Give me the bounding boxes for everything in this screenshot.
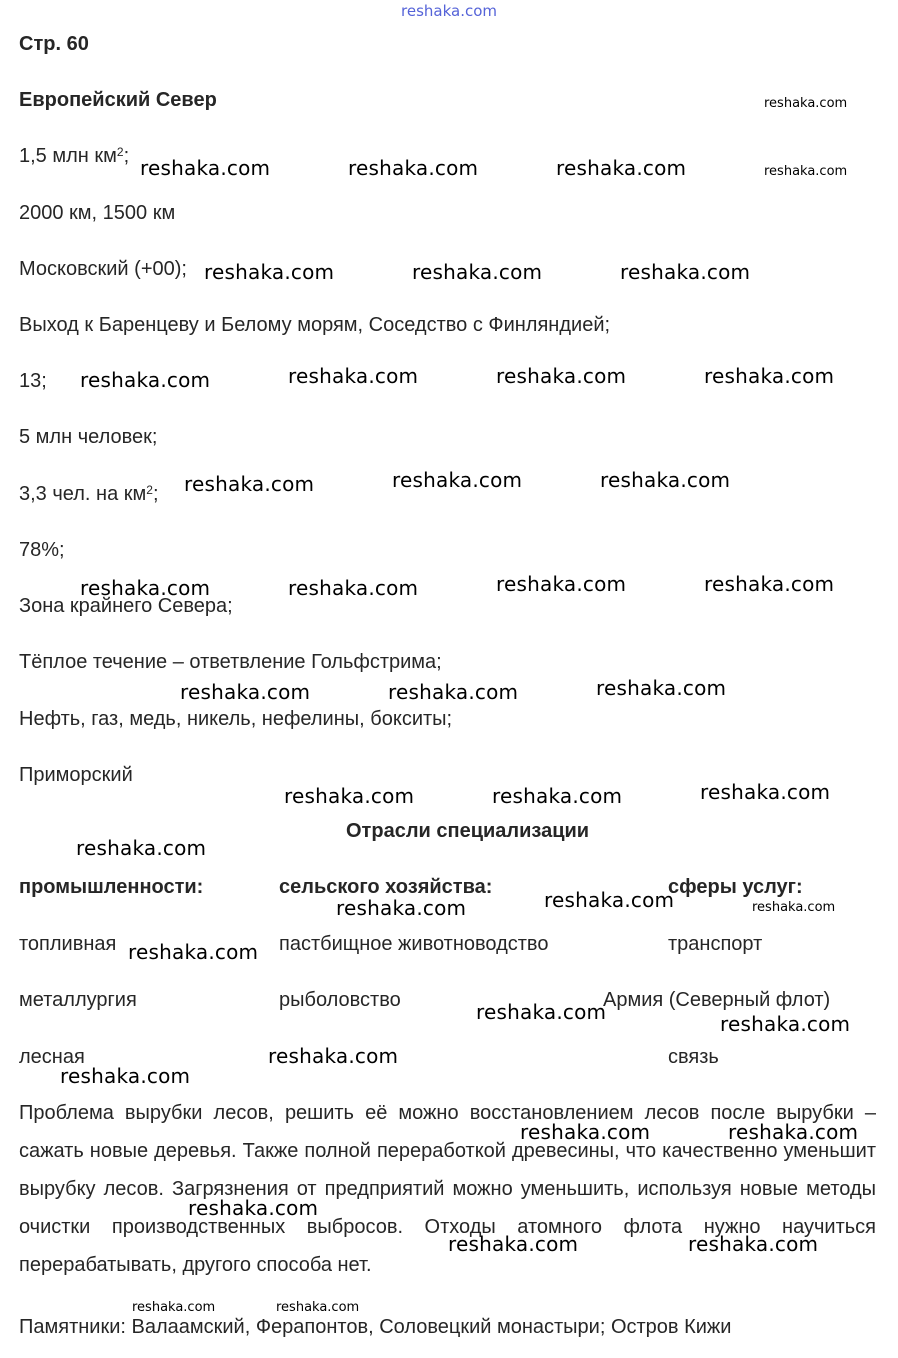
- watermark: reshaka.com: [128, 940, 259, 964]
- watermark: reshaka.com: [688, 1232, 819, 1256]
- column-heading-industry: промышленности:: [19, 876, 204, 898]
- column-heading-services: сферы услуг:: [668, 876, 803, 898]
- watermark: reshaka.com: [140, 156, 271, 180]
- watermark: reshaka.com: [336, 896, 467, 920]
- watermark: reshaka.com: [388, 680, 519, 704]
- watermark: reshaka.com: [288, 364, 419, 388]
- fact-population: 5 млн человек;: [19, 426, 158, 448]
- watermark: reshaka.com: [728, 1120, 859, 1144]
- fact-size: 2000 км, 1500 км: [19, 202, 176, 224]
- watermark: reshaka.com: [492, 784, 623, 808]
- watermark: reshaka.com: [268, 1044, 399, 1068]
- watermark: reshaka.com: [720, 1012, 851, 1036]
- watermark: reshaka.com: [700, 780, 831, 804]
- column-heading-agriculture: сельского хозяйства:: [279, 876, 493, 898]
- fact-timezone: Московский (+00);: [19, 258, 187, 280]
- watermark: reshaka.com: [496, 572, 627, 596]
- agriculture-item: рыболовство: [279, 989, 401, 1011]
- watermark: reshaka.com: [60, 1064, 191, 1088]
- page-number: Стр. 60: [19, 33, 89, 55]
- watermark: reshaka.com: [288, 576, 419, 600]
- watermark: reshaka.com: [520, 1120, 651, 1144]
- watermark: reshaka.com: [348, 156, 479, 180]
- fact-resources: Нефть, газ, медь, никель, нефелины, бокситы;: [19, 708, 453, 730]
- services-item: транспорт: [668, 933, 763, 955]
- watermark: reshaka.com: [764, 96, 848, 111]
- fact-position: Выход к Баренцеву и Белому морям, Соседство с Финляндией;: [19, 314, 611, 336]
- fact-urban: 78%;: [19, 539, 65, 561]
- fact-current: Тёплое течение – ответвление Гольфстрима;: [19, 651, 442, 673]
- services-item: связь: [668, 1046, 719, 1068]
- watermark: reshaka.com: [276, 1300, 360, 1315]
- watermark: reshaka.com: [556, 156, 687, 180]
- fact-subjects: 13;: [19, 370, 47, 392]
- watermark: reshaka.com: [620, 260, 751, 284]
- watermark: reshaka.com: [188, 1196, 319, 1220]
- fact-coastal: Приморский: [19, 764, 133, 786]
- problems-paragraph: Проблема вырубки лесов, решить её можно восстановлением лесов после вырубки – сажать новые деревья. Также полной переработкой древесины, что качественно уменьшит вырубку лесов. Загрязнения от предприятий можно уменьшить, используя новые методы очистки производственных выбросов. Отходы атомного флота нужно научиться перерабатывать, другого способа нет.: [19, 1102, 876, 1276]
- industry-item: лесная: [19, 1046, 85, 1068]
- watermark: reshaka.com: [600, 468, 731, 492]
- industry-item: металлургия: [19, 989, 137, 1011]
- fact-zone: Зона крайнего Севера;: [19, 595, 233, 617]
- watermark: reshaka.com: [448, 1232, 579, 1256]
- watermark: reshaka.com: [704, 364, 835, 388]
- watermark: reshaka.com: [496, 364, 627, 388]
- watermark: reshaka.com: [596, 676, 727, 700]
- section-title: Европейский Север: [19, 89, 217, 111]
- agriculture-item: пастбищное животноводство: [279, 933, 549, 955]
- watermark: reshaka.com: [412, 260, 543, 284]
- industry-item: топливная: [19, 933, 117, 955]
- watermark: reshaka.com: [180, 680, 311, 704]
- watermark: reshaka.com: [132, 1300, 216, 1315]
- fact-area: 1,5 млн $км^2$;: [19, 145, 130, 167]
- watermark: reshaka.com: [184, 472, 315, 496]
- watermark: reshaka.com: [76, 836, 207, 860]
- specialization-title: Отрасли специализации: [346, 820, 590, 842]
- watermark: reshaka.com: [476, 1000, 607, 1024]
- watermark: reshaka.com: [392, 468, 523, 492]
- services-item: Армия (Северный флот): [603, 989, 831, 1011]
- watermark: reshaka.com: [204, 260, 335, 284]
- watermark: reshaka.com: [80, 576, 211, 600]
- watermark: reshaka.com: [80, 368, 211, 392]
- watermark: reshaka.com: [764, 164, 848, 179]
- watermark: reshaka.com: [704, 572, 835, 596]
- monuments-line: Памятники: Валаамский, Ферапонтов, Соловецкий монастыри; Остров Кижи: [19, 1316, 732, 1338]
- watermark: reshaka.com: [752, 900, 836, 915]
- watermark: reshaka.com: [284, 784, 415, 808]
- watermark: reshaka.com: [544, 888, 675, 912]
- watermark-top: reshaka.com: [401, 2, 497, 20]
- fact-density: 3,3 чел. на $км^2$;: [19, 483, 159, 505]
